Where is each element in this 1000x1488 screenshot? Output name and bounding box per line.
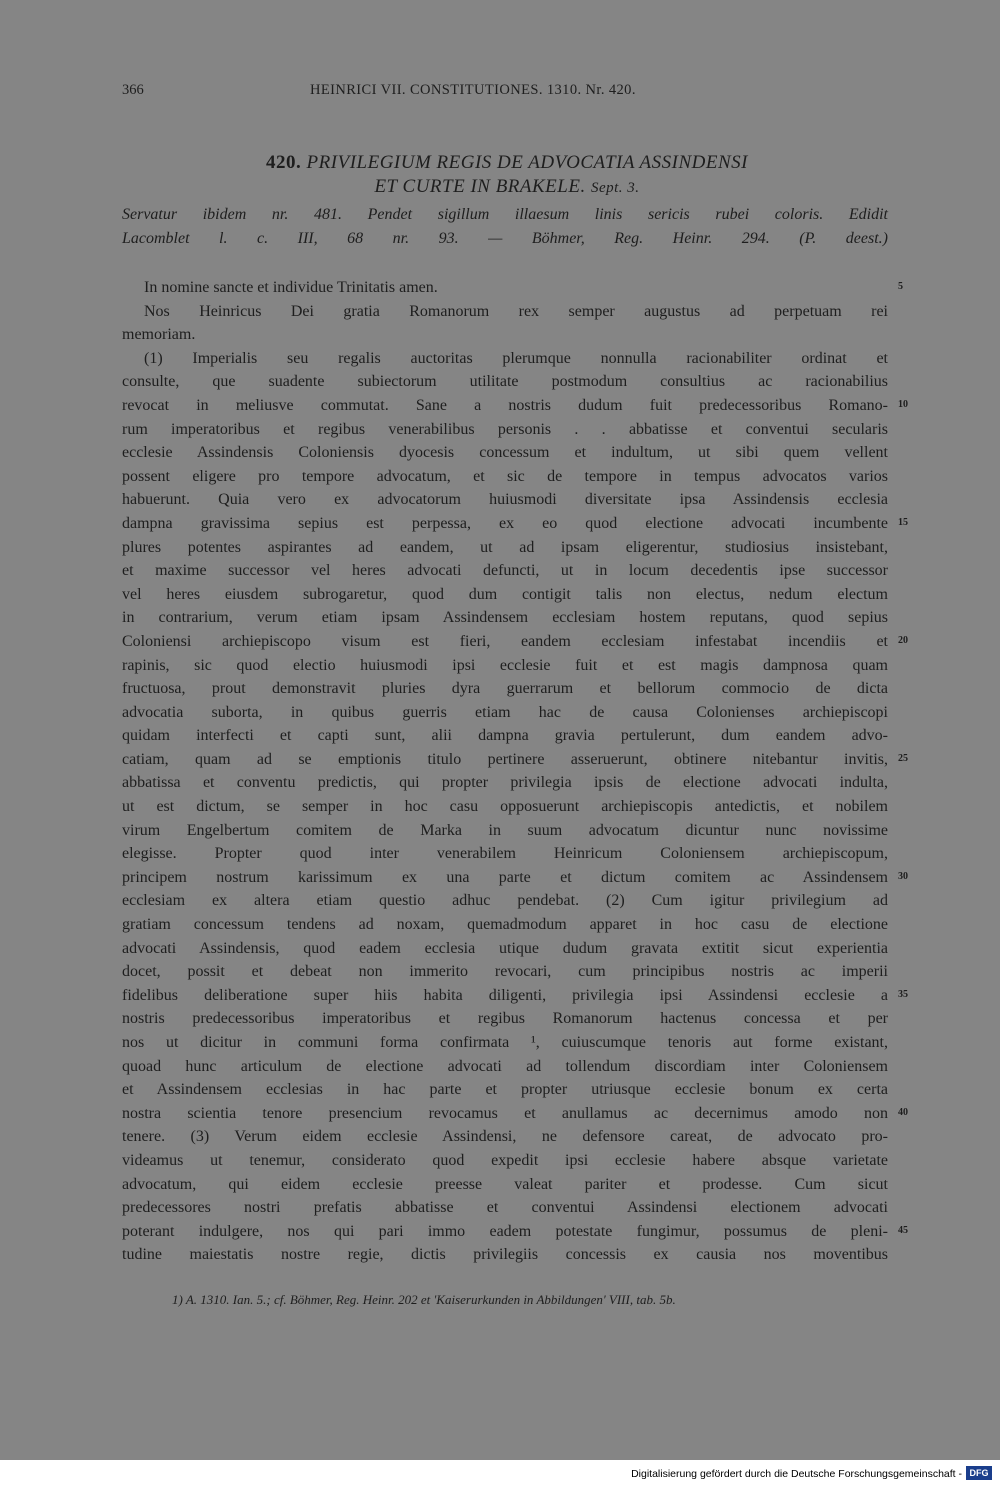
text-line: gratiam concessum tendens ad noxam, quemadmodum apparet in hoc casu de electione (122, 916, 888, 934)
text-line: et Assindensem ecclesias in hac parte et propter utriusque ecclesie bonum ex certa (122, 1081, 888, 1099)
text-line: Nos Heinricus Dei gratia Romanorum rex semper augustus ad perpetuam rei (144, 302, 888, 320)
text-line: virum Engelbertum comitem de Marka in suum advocatum dicuntur nunc novissime (122, 821, 888, 839)
text-line: in contrarium, verum etiam ipsam Assindensem ecclesiam hostem reputans, quod sepius (122, 609, 888, 627)
body-text (122, 276, 888, 1291)
text-line: tenere. (3) Verum eidem ecclesie Assindensi, ne defensore careat, de advocato pro- (122, 1128, 888, 1146)
text-line: abbatissa et conventu predictis, qui propter privilegia ipsis de electione advocati indulta, (122, 774, 888, 792)
text-line: fructuosa, prout demonstravit pluries dyra guerrarum et bellorum commocio de dicta (122, 680, 888, 698)
document-title-text-2: ET CURTE IN BRAKELE. (374, 176, 586, 197)
margin-line-number: 30 (898, 871, 908, 882)
margin-line-number: 25 (898, 753, 908, 764)
margin-line-number: 15 (898, 517, 908, 528)
document-title-line-1 (122, 152, 892, 174)
page-number: 366 (122, 82, 144, 98)
text-line: plures potentes aspirantes ad eandem, ut ad ipsam eligerentur, studiosius insistebant, (122, 538, 888, 556)
text-line: elegisse. Propter quod inter venerabilem Heinricum Coloniensem archiepiscopum, (122, 845, 888, 863)
dfg-logo-icon[interactable]: DFG (966, 1466, 992, 1480)
text-line: quidam interfecti et capti sunt, alii dampna gravia pertulerunt, dum eandem advo- (122, 727, 888, 745)
text-line: consulte, que suadente subiectorum utilitate postmodum consultius ac racionabilius (122, 373, 888, 391)
text-line: dampna gravissima sepius est perpessa, ex eo quod electione advocati incumbente (122, 514, 888, 532)
running-header (122, 82, 892, 102)
footer-bar (0, 1460, 1000, 1488)
text-line: rapinis, sic quod electio huiusmodi ipsi ecclesie fuit et est magis dampnosa quam (122, 656, 888, 674)
text-line: habuerunt. Quia vero ex advocatorum huiusmodi diversitate ipsa Assindensis ecclesia (122, 491, 888, 509)
running-header-title: HEINRICI VII. CONSTITUTIONES. 1310. Nr. 420. (310, 82, 636, 98)
text-line: nostris predecessoribus imperatoribus et regibus Romanorum hactenus concessa et per (122, 1010, 888, 1028)
text-line: (1) Imperialis seu regalis auctoritas plerumque nonnulla racionabiliter ordinat et (144, 349, 888, 367)
source-note-line-2 (122, 230, 888, 248)
text-line: revocat in meliusve commutat. Sane a nostris dudum fuit predecessoribus Romano- (122, 396, 888, 414)
text-line: nostra scientia tenore presencium revocamus et anullamus ac decernimus amodo non (122, 1104, 888, 1122)
text-line: fidelibus deliberatione super hiis habita diligenti, privilegia ipsi Assindensi ecclesie a (122, 986, 888, 1004)
text-line: In nomine sancte et individue Trinitatis amen. (144, 279, 438, 296)
margin-line-number: 10 (898, 399, 908, 410)
text-line: rum imperatoribus et regibus venerabilibus personis . . abbatisse et conventui secularis (122, 420, 888, 438)
source-note-line-1: Servatur ibidem nr. 481. Pendet sigillum illaesum linis sericis rubei coloris. Edidit (122, 206, 888, 223)
text-line: advocatia suborta, in quibus guerris etiam hac de causa Colonienses archiepiscopi (122, 703, 888, 721)
text-line: ut est dictum, se semper in hoc casu opposuerunt archiepiscopis antedictis, et nobilem (122, 798, 888, 816)
margin-line-number: 45 (898, 1225, 908, 1236)
text-line: advocatum, qui eidem ecclesie preesse valeat pariter et prodesse. Cum sicut (122, 1175, 888, 1193)
document-number: 420. (266, 152, 302, 173)
text-line: ecclesiam ex altera etiam questio adhuc pendebat. (2) Cum igitur privilegium ad (122, 892, 888, 910)
text-line: catiam, quam ad se emptionis titulo pertinere asseruerunt, obtinere nitebantur invitis, (122, 750, 888, 768)
text-line: predecessores nostri prefatis abbatisse et conventui Assindensi electionem advocati (122, 1199, 888, 1217)
text-line: Coloniensi archiepiscopo visum est fieri, eandem ecclesiam infestabat incendiis et (122, 632, 888, 650)
text-line: docet, possit et debeat non immerito revocari, cum principibus nostris ac imperii (122, 963, 888, 981)
text-line: principem nostrum karissimum ex una parte et dictum comitem ac Assindensem (122, 868, 888, 886)
footnote: 1) A. 1310. Ian. 5.; cf. Böhmer, Reg. Heinr. 202 et 'Kaiserurkunden in Abbildungen' VIII, tab. 5b. (172, 1292, 676, 1307)
margin-line-number: 5 (898, 281, 903, 292)
text-line: nos ut dicitur in communi forma confirmata ¹, cuiuscumque tenoris aut forme existant, (122, 1034, 888, 1051)
text-line: vel heres eiusdem subrogaretur, quod dum contigit talis non electus, nedum electum (122, 585, 888, 603)
margin-line-number: 20 (898, 635, 908, 646)
margin-line-number: 40 (898, 1107, 908, 1118)
document-title-text-1: PRIVILEGIUM REGIS DE ADVOCATIA ASSINDENSI (306, 152, 748, 173)
text-line: quoad hunc articulum de electione advocati ad tollendum discordiam inter Coloniensem (122, 1057, 888, 1075)
text-line: poterant indulgere, nos qui pari immo eadem potestate fungimur, possumus de pleni- (122, 1222, 888, 1240)
text-line: ecclesie Assindensis Coloniensis dyocesis concessum et indultum, ut sibi quem vellent (122, 444, 888, 462)
text-line: possent eligere pro tempore advocatum, et sic de tempore in tempus advocatos varios (122, 467, 888, 485)
document-title-line-2 (122, 176, 892, 198)
text-line (122, 1267, 888, 1291)
source-note-citation: Lacomblet l. c. III, 68 nr. 93. — Böhmer, Reg. Heinr. 294. (122, 230, 770, 247)
text-line: videamus ut tenemur, considerato quod expedit ipsi ecclesie habere absque varietate (122, 1151, 888, 1169)
source-note-status: (P. deest.) (799, 230, 888, 247)
margin-line-number: 35 (898, 989, 908, 1000)
funding-notice: Digitalisierung gefördert durch die Deutsche Forschungsgemeinschaft - (631, 1468, 962, 1480)
document-date: Sept. 3. (590, 180, 640, 196)
text-line: advocati Assindensis, quod eadem ecclesia utique dudum gravata extitit sicut experientia (122, 939, 888, 957)
text-line: tudine maiestatis nostre regie, dictis privilegiis concessis ex causia nos moventibus (122, 1246, 888, 1264)
text-line: memoriam. (122, 326, 196, 344)
text-line: et maxime successor vel heres advocati defuncti, ut in locum decedentis ipse successor (122, 562, 888, 580)
